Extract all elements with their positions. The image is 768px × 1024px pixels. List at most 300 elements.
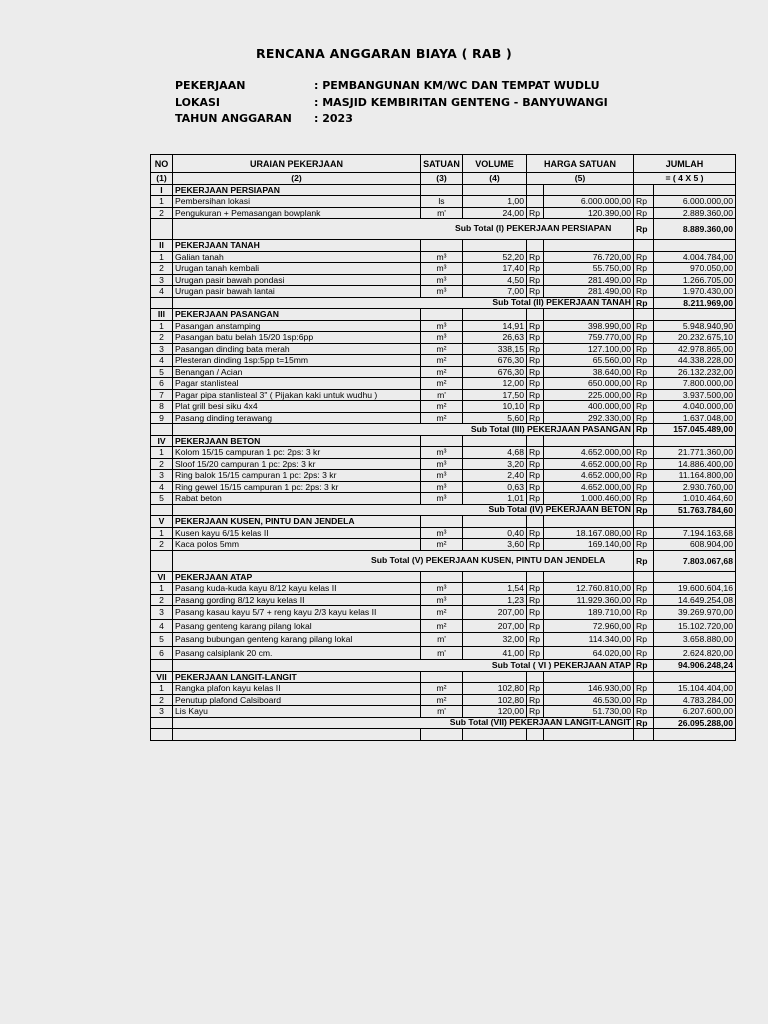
empty-cell	[421, 571, 463, 583]
item-description: Sloof 15/20 campuran 1 pc: 2ps: 3 kr	[173, 458, 421, 470]
item-number: 2	[151, 458, 173, 470]
item-price-currency: Rp	[527, 583, 544, 595]
table-row	[151, 633, 736, 647]
item-volume: 676,30	[463, 355, 527, 367]
item-total-currency: Rp	[634, 286, 654, 298]
item-volume: 5,60	[463, 412, 527, 424]
item-volume: 676,30	[463, 366, 527, 378]
item-total: 7.194.163,68	[654, 527, 736, 539]
empty-cell	[634, 729, 654, 741]
empty-cell	[634, 184, 654, 196]
item-number: 5	[151, 366, 173, 378]
item-price-currency: Rp	[527, 527, 544, 539]
item-price-currency: Rp	[527, 594, 544, 606]
item-volume: 52,20	[463, 251, 527, 263]
item-unit: m'	[421, 633, 463, 647]
item-unit-price: 281.490,00	[544, 274, 634, 286]
item-unit-price: 225.000,00	[544, 389, 634, 401]
item-price-currency: Rp	[527, 263, 544, 275]
table-row	[151, 286, 736, 298]
item-volume: 0,63	[463, 481, 527, 493]
item-unit: m²	[421, 378, 463, 390]
item-number: 5	[151, 633, 173, 647]
item-total: 2.930.760,00	[654, 481, 736, 493]
table-row	[151, 470, 736, 482]
table-row	[151, 274, 736, 286]
item-unit: m³	[421, 458, 463, 470]
item-total: 4.004.784,00	[654, 251, 736, 263]
item-unit: m³	[421, 481, 463, 493]
table-row	[151, 619, 736, 633]
empty-cell	[634, 571, 654, 583]
table-row	[151, 355, 736, 367]
item-price-currency: Rp	[527, 207, 544, 219]
section-header-row	[151, 184, 736, 196]
subtotal-row	[151, 717, 736, 729]
item-total-currency: Rp	[634, 706, 654, 718]
item-volume: 10,10	[463, 401, 527, 413]
empty-cell	[527, 309, 544, 321]
item-number: 2	[151, 207, 173, 219]
item-total: 19.600.604,16	[654, 583, 736, 595]
subtotal-row	[151, 219, 736, 240]
empty-cell	[544, 671, 634, 683]
empty-cell	[654, 729, 736, 741]
item-unit-price: 189.710,00	[544, 606, 634, 620]
table-row	[151, 366, 736, 378]
item-total-currency: Rp	[634, 619, 654, 633]
subtotal-label: Sub Total (III) PEKERJAAN PASANGAN	[173, 424, 634, 436]
item-total-currency: Rp	[634, 694, 654, 706]
empty-cell	[527, 571, 544, 583]
item-volume: 17,50	[463, 389, 527, 401]
index-cell: (3)	[421, 173, 463, 185]
table-row	[151, 706, 736, 718]
item-number: 1	[151, 527, 173, 539]
header-no: NO	[151, 155, 173, 173]
item-total: 4.783.284,00	[654, 694, 736, 706]
item-number: 4	[151, 286, 173, 298]
item-total-currency: Rp	[634, 378, 654, 390]
item-total: 7.800.000,00	[654, 378, 736, 390]
rab-table	[150, 154, 736, 741]
empty-cell	[654, 309, 736, 321]
item-unit: m²	[421, 412, 463, 424]
item-total: 14.886.400,00	[654, 458, 736, 470]
table-row	[151, 332, 736, 344]
item-total-currency: Rp	[634, 320, 654, 332]
header-satuan: SATUAN	[421, 155, 463, 173]
table-row	[151, 606, 736, 620]
item-unit-price: 46.530,00	[544, 694, 634, 706]
empty-cell	[527, 671, 544, 683]
subtotal-value: 94.906.248,24	[654, 660, 736, 672]
empty-cell	[463, 516, 527, 528]
empty-cell	[421, 671, 463, 683]
table-row	[151, 196, 736, 208]
item-unit-price: 169.140,00	[544, 539, 634, 551]
subtotal-currency: Rp	[634, 550, 654, 571]
item-number: 7	[151, 389, 173, 401]
item-price-currency: Rp	[527, 481, 544, 493]
index-cell: (5)	[527, 173, 634, 185]
section-title: PEKERJAAN BETON	[173, 435, 421, 447]
item-unit: m'	[421, 706, 463, 718]
item-volume: 3,20	[463, 458, 527, 470]
item-total-currency: Rp	[634, 401, 654, 413]
item-description: Plat grill besi siku 4x4	[173, 401, 421, 413]
subtotal-label: Sub Total (I) PEKERJAAN PERSIAPAN	[173, 219, 634, 240]
table-row	[151, 251, 736, 263]
subtotal-value: 51.763.784,60	[654, 504, 736, 516]
info-label: PEKERJAAN	[175, 79, 246, 92]
empty-cell	[544, 516, 634, 528]
empty-cell	[544, 571, 634, 583]
table-row	[151, 583, 736, 595]
table-row	[151, 401, 736, 413]
item-total-currency: Rp	[634, 207, 654, 219]
item-total: 3.658.880,00	[654, 633, 736, 647]
item-total: 39.269.970,00	[654, 606, 736, 620]
item-unit-price: 38.640,00	[544, 366, 634, 378]
item-total-currency: Rp	[634, 355, 654, 367]
item-total: 42.978.865,00	[654, 343, 736, 355]
item-description: Pagar stanlisteal	[173, 378, 421, 390]
section-title: PEKERJAAN PERSIAPAN	[173, 184, 421, 196]
empty-cell	[151, 550, 173, 571]
index-cell: (2)	[173, 173, 421, 185]
subtotal-currency: Rp	[634, 660, 654, 672]
item-number: 2	[151, 332, 173, 344]
item-volume: 14,91	[463, 320, 527, 332]
item-unit-price: 76.720,00	[544, 251, 634, 263]
item-unit-price: 72.960,00	[544, 619, 634, 633]
item-unit: m²	[421, 683, 463, 695]
item-number: 1	[151, 196, 173, 208]
document-title: RENCANA ANGGARAN BIAYA ( RAB )	[256, 46, 512, 61]
item-price-currency: Rp	[527, 286, 544, 298]
item-description: Urugan pasir bawah pondasi	[173, 274, 421, 286]
empty-cell	[421, 309, 463, 321]
item-unit-price: 120.390,00	[544, 207, 634, 219]
table-row	[151, 389, 736, 401]
item-price-currency: Rp	[527, 320, 544, 332]
item-number: 3	[151, 343, 173, 355]
item-number: 1	[151, 320, 173, 332]
subtotal-value: 26.095.288,00	[654, 717, 736, 729]
item-description: Pasang genteng karang pilang lokal	[173, 619, 421, 633]
item-description: Pasang kuda-kuda kayu 8/12 kayu kelas II	[173, 583, 421, 595]
item-price-currency: Rp	[527, 706, 544, 718]
item-volume: 4,50	[463, 274, 527, 286]
info-row-pekerjaan	[175, 79, 600, 92]
item-number: 3	[151, 470, 173, 482]
item-description: Kusen kayu 6/15 kelas II	[173, 527, 421, 539]
header-jumlah: JUMLAH	[634, 155, 736, 173]
table-row	[151, 263, 736, 275]
item-description: Rangka plafon kayu kelas II	[173, 683, 421, 695]
item-number: 2	[151, 594, 173, 606]
table-row	[151, 539, 736, 551]
item-unit: m³	[421, 320, 463, 332]
item-number: 2	[151, 694, 173, 706]
item-total-currency: Rp	[634, 606, 654, 620]
subtotal-value: 157.045.489,00	[654, 424, 736, 436]
item-description: Kaca polos 5mm	[173, 539, 421, 551]
empty-cell	[527, 516, 544, 528]
section-header-row	[151, 435, 736, 447]
item-description: Pasang bubungan genteng karang pilang lokal	[173, 633, 421, 647]
empty-cell	[654, 571, 736, 583]
item-unit-price: 4.652.000,00	[544, 458, 634, 470]
item-unit-price: 146.930,00	[544, 683, 634, 695]
item-total: 3.937.500,00	[654, 389, 736, 401]
item-unit-price: 55.750,00	[544, 263, 634, 275]
item-volume: 17,40	[463, 263, 527, 275]
section-header-row	[151, 671, 736, 683]
item-total: 1.266.705,00	[654, 274, 736, 286]
item-number: 2	[151, 539, 173, 551]
subtotal-row	[151, 297, 736, 309]
subtotal-value: 8.889.360,00	[654, 219, 736, 240]
empty-cell	[463, 671, 527, 683]
empty-cell	[151, 424, 173, 436]
item-unit: m²	[421, 619, 463, 633]
item-unit-price: 4.652.000,00	[544, 447, 634, 459]
column-index-row	[151, 173, 736, 185]
table-row	[151, 378, 736, 390]
section-title: PEKERJAAN LANGIT-LANGIT	[173, 671, 421, 683]
item-description: Benangan / Acian	[173, 366, 421, 378]
item-description: Pasang kasau kayu 5/7 + reng kayu 2/3 kayu kelas II	[173, 606, 421, 620]
item-price-currency: Rp	[527, 389, 544, 401]
table-row	[151, 646, 736, 660]
item-unit-price: 127.100,00	[544, 343, 634, 355]
subtotal-currency: Rp	[634, 504, 654, 516]
item-description: Urugan tanah kembali	[173, 263, 421, 275]
item-unit: ls	[421, 196, 463, 208]
section-header-row	[151, 309, 736, 321]
subtotal-currency: Rp	[634, 424, 654, 436]
item-description: Pasang calsiplank 20 cm.	[173, 646, 421, 660]
item-number: 3	[151, 606, 173, 620]
item-total-currency: Rp	[634, 594, 654, 606]
empty-cell	[527, 240, 544, 252]
item-volume: 7,00	[463, 286, 527, 298]
item-volume: 0,40	[463, 527, 527, 539]
item-volume: 102,80	[463, 683, 527, 695]
empty-cell	[173, 729, 421, 741]
item-price-currency: Rp	[527, 274, 544, 286]
item-total: 6.000.000,00	[654, 196, 736, 208]
empty-cell	[527, 729, 544, 741]
item-unit: m'	[421, 646, 463, 660]
item-description: Kolom 15/15 campuran 1 pc: 2ps: 3 kr	[173, 447, 421, 459]
subtotal-label: Sub Total (VII) PEKERJAAN LANGIT-LANGIT	[173, 717, 634, 729]
subtotal-label: Sub Total ( VI ) PEKERJAAN ATAP	[173, 660, 634, 672]
item-unit-price: 4.652.000,00	[544, 470, 634, 482]
item-number: 3	[151, 274, 173, 286]
item-total: 15.104.404,00	[654, 683, 736, 695]
item-unit-price: 1.000.460,00	[544, 493, 634, 505]
item-price-currency: Rp	[527, 378, 544, 390]
item-unit: m²	[421, 366, 463, 378]
item-unit-price: 114.340,00	[544, 633, 634, 647]
section-title: PEKERJAAN KUSEN, PINTU DAN JENDELA	[173, 516, 421, 528]
item-unit-price: 400.000,00	[544, 401, 634, 413]
item-description: Pasangan dinding bata merah	[173, 343, 421, 355]
item-description: Pembersihan lokasi	[173, 196, 421, 208]
item-total: 4.040.000,00	[654, 401, 736, 413]
item-total-currency: Rp	[634, 481, 654, 493]
empty-cell	[421, 184, 463, 196]
empty-cell	[544, 309, 634, 321]
item-volume: 41,00	[463, 646, 527, 660]
empty-cell	[654, 671, 736, 683]
item-number: 1	[151, 683, 173, 695]
item-total: 21.771.360,00	[654, 447, 736, 459]
section-header-row	[151, 571, 736, 583]
index-cell: (4)	[463, 173, 527, 185]
item-total-currency: Rp	[634, 332, 654, 344]
item-total-currency: Rp	[634, 263, 654, 275]
empty-cell	[544, 729, 634, 741]
item-volume: 1,54	[463, 583, 527, 595]
empty-cell	[421, 729, 463, 741]
section-title: PEKERJAAN PASANGAN	[173, 309, 421, 321]
item-total: 1.970.430,00	[654, 286, 736, 298]
subtotal-currency: Rp	[634, 297, 654, 309]
empty-cell	[463, 571, 527, 583]
info-row-tahun	[175, 112, 353, 125]
info-row-lokasi	[175, 96, 608, 109]
item-total-currency: Rp	[634, 251, 654, 263]
item-unit: m³	[421, 447, 463, 459]
info-value: : MASJID KEMBIRITAN GENTENG - BANYUWANGI	[314, 96, 608, 109]
item-unit-price: 292.330,00	[544, 412, 634, 424]
item-price-currency: Rp	[527, 355, 544, 367]
item-volume: 12,00	[463, 378, 527, 390]
index-cell: = ( 4 X 5 )	[634, 173, 736, 185]
item-number: 9	[151, 412, 173, 424]
subtotal-row	[151, 424, 736, 436]
empty-cell	[634, 435, 654, 447]
item-total: 6.207.600,00	[654, 706, 736, 718]
item-unit-price: 12.760.810,00	[544, 583, 634, 595]
item-total: 2.889.360,00	[654, 207, 736, 219]
empty-cell	[634, 309, 654, 321]
subtotal-value: 7.803.067,68	[654, 550, 736, 571]
item-price-currency: Rp	[527, 251, 544, 263]
item-unit: m²	[421, 401, 463, 413]
item-total: 970.050,00	[654, 263, 736, 275]
empty-cell	[544, 240, 634, 252]
item-unit: m²	[421, 606, 463, 620]
item-unit: m³	[421, 594, 463, 606]
item-unit: m³	[421, 470, 463, 482]
empty-cell	[654, 435, 736, 447]
item-total-currency: Rp	[634, 447, 654, 459]
item-total: 14.649.254,08	[654, 594, 736, 606]
empty-cell	[151, 729, 173, 741]
item-price-currency: Rp	[527, 633, 544, 647]
item-total-currency: Rp	[634, 583, 654, 595]
item-total: 44.338.228,00	[654, 355, 736, 367]
item-unit: m³	[421, 286, 463, 298]
item-unit-price: 51.730,00	[544, 706, 634, 718]
item-price-currency: Rp	[527, 606, 544, 620]
item-price-currency: Rp	[527, 401, 544, 413]
item-unit-price: 398.990,00	[544, 320, 634, 332]
item-description: Pagar pipa stanlisteal 3" ( Pijakan kaki untuk wudhu )	[173, 389, 421, 401]
item-total-currency: Rp	[634, 493, 654, 505]
empty-cell	[527, 435, 544, 447]
item-unit: m³	[421, 251, 463, 263]
section-header-row	[151, 516, 736, 528]
table-row	[151, 481, 736, 493]
item-unit: m²	[421, 343, 463, 355]
item-unit: m²	[421, 539, 463, 551]
item-volume: 3,60	[463, 539, 527, 551]
empty-cell	[421, 240, 463, 252]
item-description: Urugan pasir bawah lantai	[173, 286, 421, 298]
info-label: TAHUN ANGGARAN	[175, 112, 292, 125]
item-unit: m'	[421, 389, 463, 401]
item-description: Penutup plafond Calsiboard	[173, 694, 421, 706]
item-volume: 4,68	[463, 447, 527, 459]
item-price-currency: Rp	[527, 470, 544, 482]
empty-cell	[151, 504, 173, 516]
item-volume: 120,00	[463, 706, 527, 718]
empty-cell	[463, 729, 527, 741]
item-total: 11.164.800,00	[654, 470, 736, 482]
empty-cell	[634, 671, 654, 683]
item-price-currency: Rp	[527, 412, 544, 424]
empty-cell	[463, 309, 527, 321]
item-total: 15.102.720,00	[654, 619, 736, 633]
section-number: II	[151, 240, 173, 252]
item-volume: 207,00	[463, 606, 527, 620]
info-value: : PEMBANGUNAN KM/WC DAN TEMPAT WUDLU	[314, 79, 600, 92]
empty-cell	[634, 516, 654, 528]
item-number: 4	[151, 355, 173, 367]
empty-cell	[654, 516, 736, 528]
item-total-currency: Rp	[634, 633, 654, 647]
empty-cell	[421, 435, 463, 447]
item-total: 20.232.675,10	[654, 332, 736, 344]
table-row	[151, 447, 736, 459]
item-total: 2.624.820,00	[654, 646, 736, 660]
item-price-currency: Rp	[527, 343, 544, 355]
section-number: VI	[151, 571, 173, 583]
item-number: 1	[151, 583, 173, 595]
item-total: 608.904,00	[654, 539, 736, 551]
item-description: Ring gewel 15/15 campuran 1 pc: 2ps: 3 kr	[173, 481, 421, 493]
section-number: III	[151, 309, 173, 321]
item-unit: m³	[421, 274, 463, 286]
item-volume: 338,15	[463, 343, 527, 355]
item-description: Pasangan batu belah 15/20 1sp:6pp	[173, 332, 421, 344]
item-total-currency: Rp	[634, 527, 654, 539]
subtotal-currency: Rp	[634, 717, 654, 729]
item-unit: m³	[421, 527, 463, 539]
item-unit-price: 759.770,00	[544, 332, 634, 344]
section-number: IV	[151, 435, 173, 447]
subtotal-row	[151, 660, 736, 672]
subtotal-label: Sub Total (II) PEKERJAAN TANAH	[173, 297, 634, 309]
empty-cell	[654, 184, 736, 196]
item-price-currency: Rp	[527, 683, 544, 695]
